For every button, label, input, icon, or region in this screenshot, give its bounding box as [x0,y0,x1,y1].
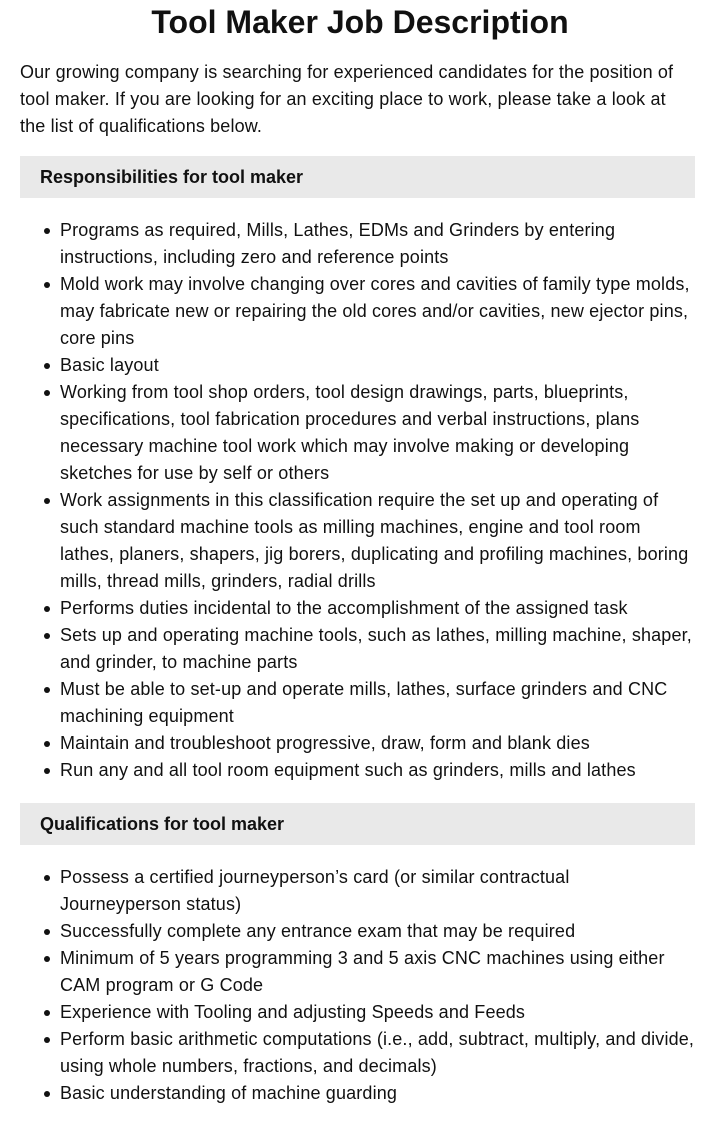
page-title: Tool Maker Job Description [151,4,569,40]
list-item: Working from tool shop orders, tool design drawings, parts, blueprints, specifications, tool fabrication procedures and verbal instructions, plans necessary machine tool work which may involve making or developing sketches for use by self or others [60,379,695,487]
responsibilities-list [20,217,695,784]
list-item: Sets up and operating machine tools, such as lathes, milling machine, shaper, and grinder, to machine parts [60,622,695,676]
list-item: Work assignments in this classification require the set up and operating of such standard machine tools as milling machines, engine and tool room lathes, planers, shapers, jig borers, duplicating and profiling machines, boring mills, thread mills, grinders, radial drills [60,487,695,595]
list-item: Minimum of 5 years programming 3 and 5 axis CNC machines using either CAM program or G Code [60,945,695,999]
qualifications-list [20,864,695,1107]
list-item: Perform basic arithmetic computations (i.e., add, subtract, multiply, and divide, using whole numbers, fractions, and decimals) [60,1026,695,1080]
list-item: Run any and all tool room equipment such as grinders, mills and lathes [60,757,695,784]
list-item: Basic understanding of machine guarding [60,1080,695,1107]
list-item: Performs duties incidental to the accomplishment of the assigned task [60,595,695,622]
intro-paragraph: Our growing company is searching for experienced candidates for the position of tool maker. If you are looking for an exciting place to work, please take a look at the list of qualifications below. [20,62,674,136]
list-item: Successfully complete any entrance exam that may be required [60,918,695,945]
list-item: Programs as required, Mills, Lathes, EDMs and Grinders by entering instructions, including zero and reference points [60,217,695,271]
qualifications-heading: Qualifications for tool maker [20,803,695,845]
list-item: Must be able to set-up and operate mills, lathes, surface grinders and CNC machining equipment [60,676,695,730]
list-item: Basic layout [60,352,695,379]
list-item: Experience with Tooling and adjusting Speeds and Feeds [60,999,695,1026]
list-item: Maintain and troubleshoot progressive, draw, form and blank dies [60,730,695,757]
list-item: Mold work may involve changing over cores and cavities of family type molds, may fabricate new or repairing the old cores and/or cavities, new ejector pins, core pins [60,271,695,352]
responsibilities-heading: Responsibilities for tool maker [20,156,695,198]
list-item: Possess a certified journeyperson’s card (or similar contractual Journeyperson status) [60,864,695,918]
